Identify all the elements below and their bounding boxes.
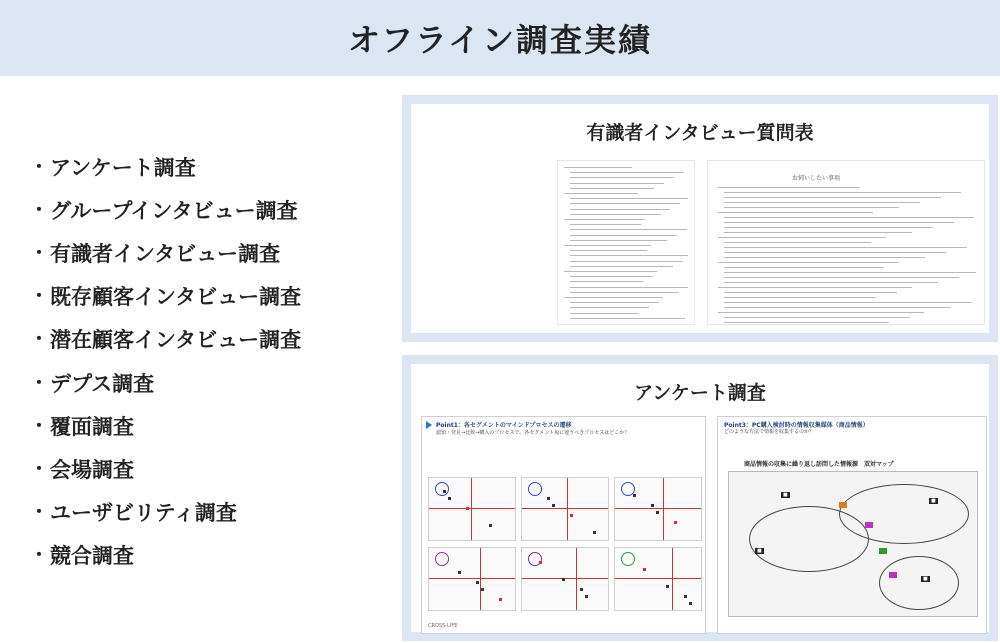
- slide-title: Point1：各セグメントのマインドプロセスの遷移: [436, 422, 572, 429]
- slide-subtitle: どのような方法で情報を収集するのか？: [724, 429, 815, 435]
- bullet-icon: ・: [30, 502, 48, 524]
- text-line: [724, 252, 946, 253]
- text-line: [724, 217, 974, 218]
- chart-highlight-circle: [435, 552, 449, 566]
- chart-axis: [429, 578, 515, 579]
- map-label: ■: [931, 498, 936, 504]
- chart-point: [651, 504, 654, 507]
- text-line: [570, 183, 664, 184]
- list-item: [28, 189, 301, 232]
- map-marker: [889, 572, 897, 578]
- survey-slide-segments: [421, 416, 706, 634]
- list-item-label: 有識者インタビュー調査: [50, 241, 281, 266]
- chart-axis: [480, 548, 481, 610]
- list-item-label: アンケート調査: [50, 155, 196, 180]
- text-line: [570, 229, 687, 230]
- map-cluster: [879, 556, 959, 610]
- chart-point: [489, 524, 492, 527]
- text-line: [570, 276, 653, 277]
- text-line: [564, 245, 651, 246]
- map-marker: [879, 548, 887, 554]
- list-item: [28, 448, 301, 491]
- text-line: [570, 281, 643, 282]
- chart-axis: [576, 548, 577, 610]
- list-item-label: 潜在顧客インタビュー調査: [50, 328, 302, 353]
- list-item: [28, 362, 301, 405]
- text-line: [570, 172, 684, 173]
- text-line: [718, 262, 899, 263]
- chart-axis: [663, 478, 664, 540]
- questionnaire-page-right: [707, 160, 985, 325]
- chart-axis: [522, 578, 608, 579]
- text-line: [570, 266, 673, 267]
- slide-footer-logo: CROSS-LIFE: [428, 623, 458, 629]
- chart-point: [552, 504, 555, 507]
- list-item-label: 会場調査: [50, 457, 134, 482]
- chart-axis: [471, 478, 472, 540]
- map-marker: [865, 522, 873, 528]
- text-line: [570, 203, 680, 204]
- bullet-icon: ・: [30, 458, 48, 480]
- mini-scatter-chart: [521, 477, 609, 541]
- text-line: [564, 193, 638, 194]
- survey-type-list: [28, 146, 301, 578]
- text-line: [570, 261, 683, 262]
- page-title: オフライン調査実績: [347, 21, 653, 59]
- text-line: [570, 209, 670, 210]
- text-line: [724, 202, 920, 203]
- chart-point: [585, 595, 588, 598]
- text-line: [724, 232, 912, 233]
- text-line: [570, 287, 688, 288]
- text-line: [718, 312, 924, 313]
- survey-panel: [402, 355, 998, 641]
- mini-scatter-chart: [614, 477, 702, 541]
- survey-slide-media: [717, 416, 987, 634]
- chart-point: [684, 595, 687, 598]
- chart-point: [476, 581, 479, 584]
- bullet-icon: ・: [30, 199, 48, 221]
- chart-highlight-circle: [528, 482, 542, 496]
- text-line: [724, 307, 951, 308]
- chart-point: [656, 511, 659, 514]
- chart-point: [570, 514, 573, 517]
- map-marker: [839, 502, 847, 508]
- text-line: [564, 167, 632, 168]
- chart-highlight-circle: [621, 552, 635, 566]
- map-cluster: [839, 484, 969, 544]
- text-line: [724, 292, 897, 293]
- mini-scatter-chart: [614, 547, 702, 611]
- text-line: [724, 242, 871, 243]
- text-line: [724, 207, 899, 208]
- map-title: 商品情報の収集に繰り返し訪問した情報源 双対マップ: [744, 461, 894, 468]
- text-line: [724, 267, 884, 268]
- text-line: [724, 227, 933, 228]
- text-line: [564, 271, 657, 272]
- list-item-label: ユーザビリティ調査: [50, 501, 237, 526]
- chart-axis: [522, 508, 608, 509]
- chart-point: [643, 568, 646, 571]
- text-line: [564, 297, 663, 298]
- list-item-label: グループインタビュー調査: [50, 198, 298, 223]
- text-line: [724, 222, 954, 223]
- text-line: [724, 197, 941, 198]
- text-line: [570, 313, 639, 314]
- list-item: [28, 535, 301, 578]
- text-line: [570, 177, 674, 178]
- chart-point: [547, 497, 550, 500]
- chart-axis: [567, 478, 568, 540]
- chart-highlight-circle: [435, 482, 449, 496]
- list-item: [28, 319, 301, 362]
- text-line: [570, 214, 661, 215]
- chart-point: [562, 578, 565, 581]
- list-item: [28, 492, 301, 535]
- chart-point: [674, 521, 677, 524]
- chart-axis: [615, 578, 701, 579]
- bullet-icon: ・: [30, 156, 48, 178]
- text-line: [570, 255, 688, 256]
- list-item: [28, 232, 301, 275]
- correspondence-map: [728, 471, 978, 617]
- text-line: [570, 302, 659, 303]
- chart-point: [593, 531, 596, 534]
- text-line: [724, 272, 976, 273]
- chart-point: [448, 497, 451, 500]
- text-line: [564, 219, 645, 220]
- slide-title: Point3：PC購入検討時の情報収集媒体（商品情報）: [724, 422, 869, 429]
- map-label: ■: [757, 548, 762, 554]
- bullet-icon: ・: [30, 415, 48, 437]
- text-line: [718, 237, 886, 238]
- mini-scatter-chart: [521, 547, 609, 611]
- text-line: [718, 287, 912, 288]
- mini-scatter-chart: [428, 547, 516, 611]
- slide-subtitle: 認知・発見→比較→購入のプロセスで、各セグメント毎に違うべきプロセスはどこか？: [436, 430, 630, 436]
- questionnaire-page-left: [557, 160, 695, 325]
- list-item-label: 覆面調査: [50, 414, 134, 439]
- text-line: [724, 322, 889, 323]
- text-line: [718, 212, 873, 213]
- text-line: [724, 277, 959, 278]
- interview-sheet-panel: [402, 95, 998, 342]
- list-item-label: 既存顧客インタビュー調査: [50, 285, 302, 310]
- list-item: [28, 276, 301, 319]
- map-label: ■: [923, 576, 928, 582]
- mini-scatter-chart: [428, 477, 516, 541]
- text-line: [724, 247, 967, 248]
- text-line: [718, 187, 860, 188]
- text-line: [570, 188, 654, 189]
- text-line: [724, 302, 972, 303]
- chart-point: [666, 585, 669, 588]
- bullet-icon: ・: [30, 286, 48, 308]
- chart-point: [466, 507, 469, 510]
- text-line: [724, 192, 961, 193]
- chart-axis: [429, 508, 515, 509]
- text-line: [570, 224, 641, 225]
- text-line: [724, 297, 876, 298]
- chart-axis: [672, 548, 673, 610]
- text-line: [724, 282, 938, 283]
- text-line: [570, 307, 649, 308]
- bullet-icon: ・: [30, 242, 48, 264]
- text-line: [570, 292, 679, 293]
- chart-point: [539, 561, 542, 564]
- text-line: [570, 318, 685, 319]
- list-item: [28, 146, 301, 189]
- text-line: [724, 317, 910, 318]
- list-item-label: デプス調査: [50, 371, 155, 396]
- chart-point: [443, 490, 446, 493]
- chart-point: [633, 494, 636, 497]
- chart-point: [499, 598, 502, 601]
- page-header: [0, 0, 1000, 76]
- bullet-icon: ・: [30, 329, 48, 351]
- bullet-icon: ・: [30, 545, 48, 567]
- chart-point: [689, 602, 692, 605]
- chart-point: [481, 588, 484, 591]
- list-item: [28, 405, 301, 448]
- list-item-label: 競合調査: [50, 544, 134, 569]
- panel-title: アンケート調査: [634, 382, 766, 404]
- text-line: [724, 257, 925, 258]
- map-label: ■: [783, 492, 788, 498]
- text-line: [570, 250, 647, 251]
- bullet-icon: ・: [30, 372, 48, 394]
- text-line: [570, 198, 688, 199]
- panel-title: 有識者インタビュー質問表: [586, 122, 814, 144]
- doc-heading: お伺いしたい事項: [792, 175, 841, 182]
- chart-point: [458, 571, 461, 574]
- chart-axis: [615, 508, 701, 509]
- arrow-icon: [426, 421, 432, 429]
- text-line: [570, 240, 667, 241]
- text-line: [570, 235, 677, 236]
- chart-point: [580, 588, 583, 591]
